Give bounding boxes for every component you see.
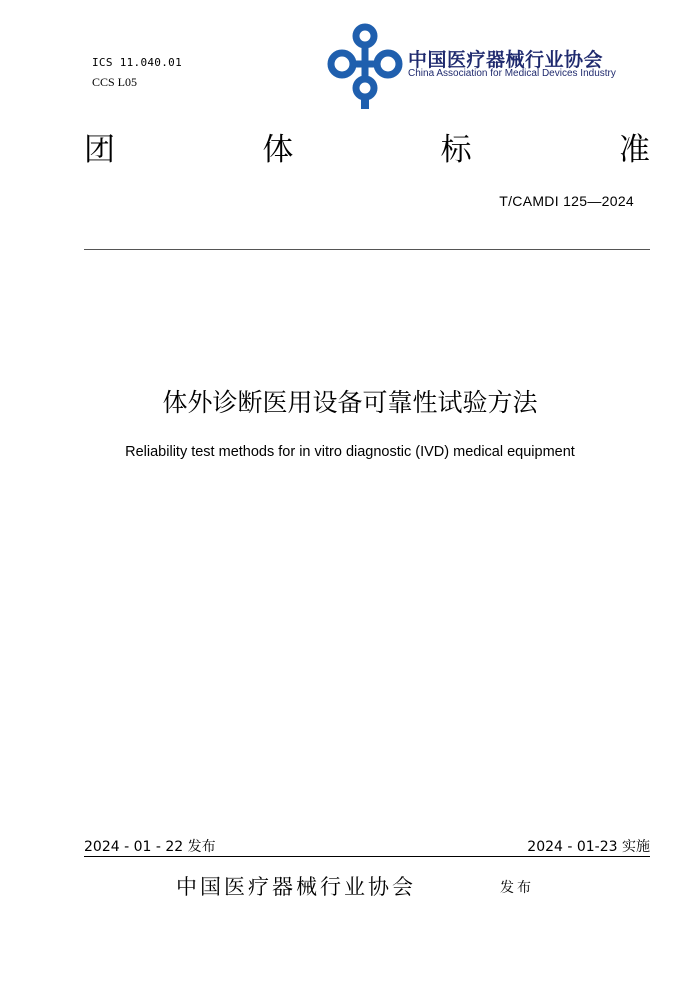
- doc-type-char: 团: [84, 132, 115, 168]
- doc-type-char: 体: [262, 132, 294, 168]
- organization-name-cn: 中国医疗器械行业协会: [408, 49, 604, 71]
- ccs-code: CCS L05: [92, 75, 138, 89]
- document-title-cn: 体外诊断医用设备可靠性试验方法: [162, 388, 538, 417]
- issue-date: 2024 - 01 - 22 发布: [84, 839, 216, 855]
- implementation-date: 2024 - 01-23 实施: [527, 839, 650, 855]
- document-title-en: Reliability test methods for in vitro diagnostic (IVD) medical equipment: [125, 444, 575, 460]
- header-divider: [84, 249, 650, 250]
- knot-logo-icon: [324, 20, 406, 112]
- ics-code: ICS 11.040.01: [92, 56, 182, 69]
- footer-divider: [84, 856, 650, 857]
- standard-code: T/CAMDI 125—2024: [499, 193, 634, 209]
- doc-type-char: 准: [618, 132, 650, 168]
- organization-name-en: China Association for Medical Devices Industry: [408, 68, 616, 79]
- document-type-heading: [84, 124, 650, 169]
- doc-type-char: 标: [440, 132, 472, 168]
- publish-label: 发布: [500, 880, 534, 896]
- publisher-name: 中国医疗器械行业协会: [176, 875, 416, 899]
